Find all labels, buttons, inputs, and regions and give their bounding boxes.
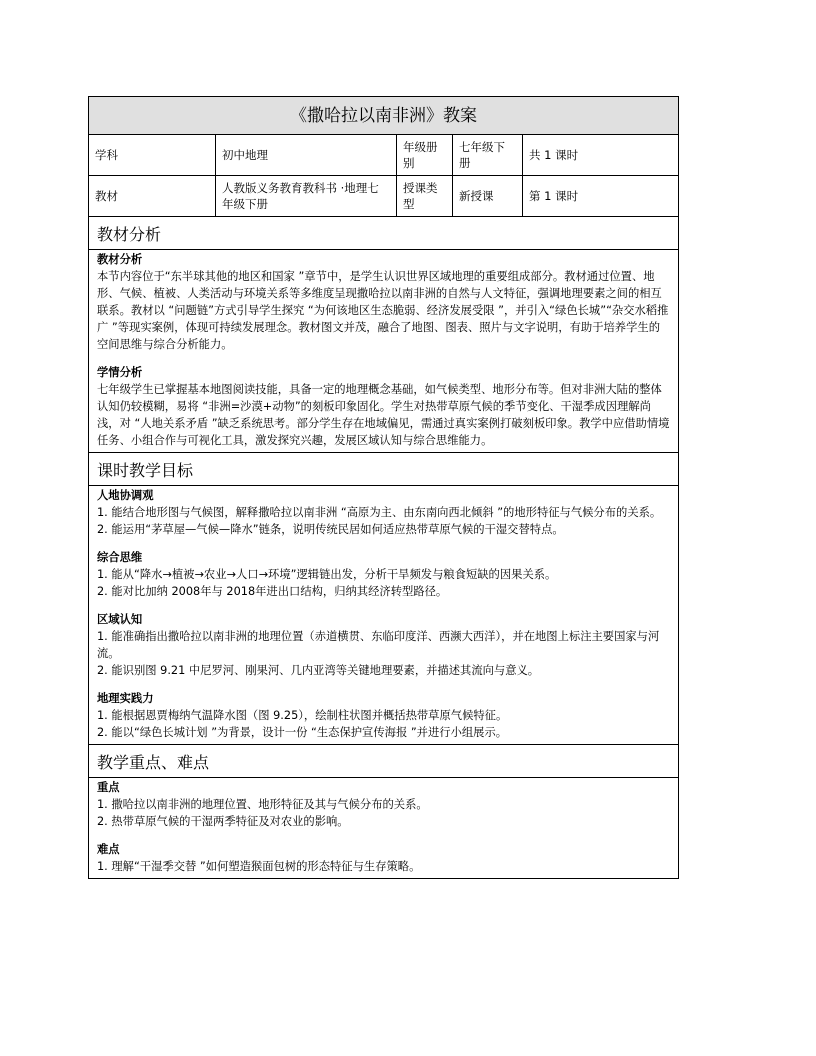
objective-item: 2. 能识别图 9.21 中尼罗河、刚果河、几内亚湾等关键地理要素，并描述其流向与意义。 xyxy=(97,664,540,677)
key-point-item: 1. 撒哈拉以南非洲的地理位置、地形特征及其与气候分布的关系。 xyxy=(97,798,428,811)
lesson-value: 第 1 课时 xyxy=(523,176,678,217)
subheading-textbook-analysis: 教材分析 xyxy=(97,253,143,266)
section-heading-objectives: 课时教学目标 xyxy=(89,453,678,486)
section-heading-analysis: 教材分析 xyxy=(89,217,678,250)
lesson-plan-table xyxy=(88,96,679,879)
subject-value: 初中地理 xyxy=(216,135,397,176)
textbook-label: 教材 xyxy=(89,176,216,217)
objective-item: 2. 能以“绿色长城计划 ”为背景，设计一份 “生态保护宣传海报 ”并进行小组展示。 xyxy=(97,726,508,739)
subject-label: 学科 xyxy=(89,135,216,176)
section-body-objectives xyxy=(89,486,678,745)
type-label: 授课类型 xyxy=(397,176,453,217)
difficulty-item: 1. 理解“干湿季交替 ”如何塑造猴面包树的形态特征与生存策略。 xyxy=(97,860,421,873)
objective-group-title: 人地协调观 xyxy=(97,489,154,502)
key-point-item: 2. 热带草原气候的干湿两季特征及对农业的影响。 xyxy=(97,815,349,828)
objective-item: 1. 能从“降水→植被→农业→人口→环境”逻辑链出发，分析干旱频发与粮食短缺的因果关系。 xyxy=(97,568,557,581)
objective-group-title: 地理实践力 xyxy=(97,692,154,705)
objective-item: 1. 能结合地形图与气候图，解释撒哈拉以南非洲 “高原为主、由东南向西北倾斜 ”的地形特征与气候分布的关系。 xyxy=(97,506,662,519)
objective-item: 1. 能根据恩贾梅纳气温降水图（图 9.25），绘制柱状图并概括热带草原气候特征。 xyxy=(97,709,508,722)
hours-value: 共 1 课时 xyxy=(523,135,678,176)
section-heading-key-points: 教学重点、难点 xyxy=(89,745,678,778)
paragraph-textbook-analysis: 本节内容位于“东半球其他的地区和国家 ”章节中，是学生认识世界区域地理的重要组成部分。教材通过位置、地形、气候、植被、人类活动与环境关系等多维度呈现撒哈拉以南非洲的自然与人文特征，强调地理要素之间的相互联系。教材以 “问题链”方式引导学生探究 “为何该地区生态脆弱、经济发展受限 ”，并引入“绿色长城”“杂交水稻推广 ”等现实案例，体现可持续发展理念。教材图文并茂，融合了地图、图表、照片与文字说明，有助于培养学生的空间思维与综合分析能力。 xyxy=(97,270,669,351)
difficulties-title: 难点 xyxy=(97,843,120,856)
section-body-key-points xyxy=(89,778,678,878)
grade-value: 七年级下册 xyxy=(453,135,523,176)
objective-item: 1. 能准确指出撒哈拉以南非洲的地理位置（赤道横贯、东临印度洋、西濒大西洋），并在地图上标注主要国家与河流。 xyxy=(97,630,660,660)
section-body-analysis xyxy=(89,250,678,453)
info-grid xyxy=(89,135,678,217)
objective-item: 2. 能对比加纳 2008年与 2018年进出口结构，归纳其经济转型路径。 xyxy=(97,585,448,598)
key-points-title: 重点 xyxy=(97,781,120,794)
document-title: 《撒哈拉以南非洲》教案 xyxy=(89,97,678,135)
objective-group-title: 综合思维 xyxy=(97,551,143,564)
objective-item: 2. 能运用“茅草屋—气候—降水”链条，说明传统民居如何适应热带草原气候的干湿交替特点。 xyxy=(97,523,564,536)
type-value: 新授课 xyxy=(453,176,523,217)
grade-label: 年级册别 xyxy=(397,135,453,176)
objective-group-title: 区域认知 xyxy=(97,613,143,626)
textbook-value: 人教版义务教育教科书 ·地理七年级下册 xyxy=(216,176,397,217)
subheading-student-analysis: 学情分析 xyxy=(97,366,143,379)
paragraph-student-analysis: 七年级学生已掌握基本地图阅读技能，具备一定的地理概念基础，如气候类型、地形分布等。但对非洲大陆的整体认知仍较模糊，易将 “非洲=沙漠+动物”的刻板印象固化。学生对热带草原气候的季节变化、干湿季成因理解尚浅，对 “人地关系矛盾 ”缺乏系统思考。部分学生存在地域偏见，需通过真实案例打破刻板印象。教学中应借助情境任务、小组合作与可视化工具，激发探究兴趣，发展区域认知与综合思维能力。 xyxy=(97,383,670,447)
